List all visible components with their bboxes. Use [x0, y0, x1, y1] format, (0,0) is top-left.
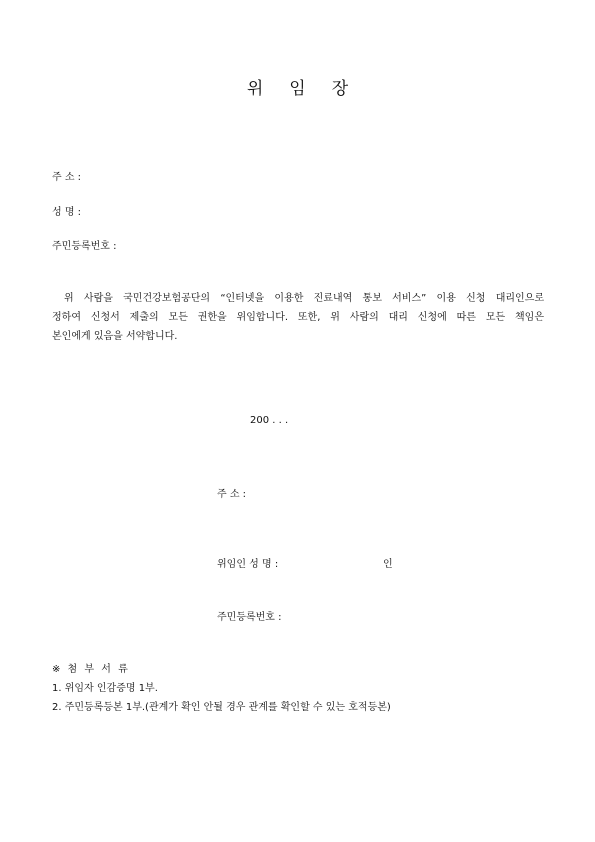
- attachment-item-2: 2. 주민등록등본 1부.(관계가 확인 안될 경우 관계를 확인할 수 있는 호적등본): [52, 702, 391, 713]
- applicant-name-label: 성 명 :: [52, 207, 82, 218]
- statement-line-3: 본인에게 있음을 서약합니다.: [52, 331, 178, 342]
- attachments-title: ※ 첨 부 서 류: [52, 664, 130, 675]
- delegation-statement: [52, 289, 544, 346]
- statement-line-1: 위 사람을 국민건강보험공단의 “인터넷을 이용한 진료내역 통보 서비스” 이용 신청 대리인으로: [64, 293, 544, 304]
- applicant-address-label: 주 소 :: [52, 172, 82, 183]
- statement-line-2: 정하여 신청서 제출의 모든 권한을 위임합니다. 또한, 위 사람의 대리 신청에 따른 모든 책임은: [52, 312, 544, 323]
- delegator-address-label: 주 소 :: [217, 489, 247, 500]
- seal-mark: 인: [383, 559, 393, 570]
- document-date: 200 . . .: [250, 415, 289, 426]
- delegator-name-label: 위임인 성 명 :: [217, 559, 279, 570]
- delegator-rrn-label: 주민등록번호 :: [217, 612, 282, 623]
- document-title: 위임장: [246, 79, 375, 99]
- applicant-rrn-label: 주민등록번호 :: [52, 241, 117, 252]
- attachment-item-1: 1. 위임자 인감증명 1부.: [52, 683, 158, 694]
